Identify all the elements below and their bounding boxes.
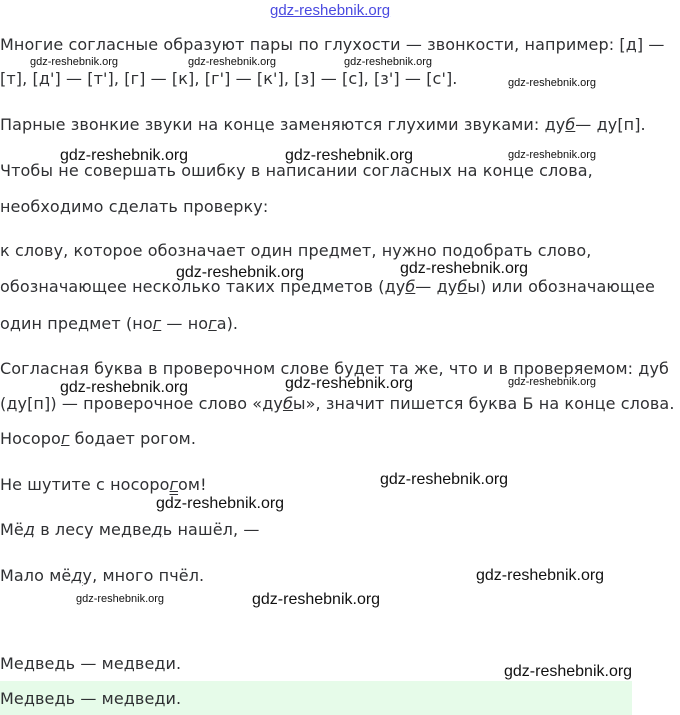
watermark: gdz-reshebnik.org: [508, 77, 597, 89]
watermark: gdz-reshebnik.org: [344, 56, 433, 68]
watermark: gdz-reshebnik.org: [76, 593, 165, 605]
underlined-letter: б: [405, 277, 416, 296]
method-text: — ду: [415, 277, 458, 296]
example-text: ом!: [178, 475, 207, 494]
watermark: gdz-reshebnik.org: [400, 260, 529, 277]
example-rhino-1: [0, 428, 196, 450]
underlined-letter: б: [457, 277, 468, 296]
watermark: gdz-reshebnik.org: [176, 264, 305, 281]
watermark: gdz-reshebnik.org: [252, 591, 381, 608]
method-line-2: [0, 276, 655, 298]
devoicing-text: Парные звонкие звуки на конце заменяются глухими звуками: ду: [0, 115, 566, 134]
example-text: Носоро: [0, 429, 61, 448]
underlined-letter: б: [282, 394, 293, 413]
devoicing-rule: [0, 114, 646, 136]
example-text: Не шутите с носоро: [0, 475, 170, 494]
watermark: gdz-reshebnik.org: [508, 376, 597, 388]
watermark: gdz-reshebnik.org: [285, 375, 414, 392]
method-line-3: [0, 313, 238, 335]
example-bear-1: [0, 519, 259, 541]
example-text: в лесу медве: [35, 520, 152, 539]
conclusion-line-1: Согласная буква в проверочном слове будет та же, что и в проверяемом: дуб: [0, 359, 670, 378]
watermark: gdz-reshebnik.org: [188, 56, 277, 68]
underlined-letter: б: [565, 115, 576, 134]
method-text: — но: [161, 314, 209, 333]
underlined-letter: г: [60, 429, 70, 448]
watermark: gdz-reshebnik.org: [30, 56, 119, 68]
method-text: один предмет (но: [0, 314, 153, 333]
double-underlined-letter: д: [71, 566, 83, 585]
watermark: gdz-reshebnik.org: [285, 147, 414, 164]
watermark: gdz-reshebnik.org: [476, 567, 605, 584]
method-text: а).: [216, 314, 239, 333]
answer-line-highlighted: Медведь — медведи.: [0, 689, 182, 708]
check-rule-line-2: необходимо сделать проверку:: [0, 197, 269, 216]
conclusion-text: (ду[п]) — проверочное слово «ду: [0, 394, 283, 413]
example-text: Мё: [0, 520, 24, 539]
example-text: бодает рогом.: [69, 429, 197, 448]
double-underlined-letter: г: [169, 475, 179, 494]
watermark: gdz-reshebnik.org: [380, 471, 509, 488]
example-text: ь нашёл, —: [162, 520, 260, 539]
watermark-top[interactable]: gdz-reshebnik.org: [270, 2, 391, 19]
pairs-intro-line-1: Многие согласные образуют пары по глухости — звонкости, например: [д] —: [0, 35, 665, 54]
example-bear-2: [0, 565, 204, 587]
watermark: gdz-reshebnik.org: [60, 379, 189, 396]
underlined-letter: г: [152, 314, 162, 333]
check-rule-line-1: Чтобы не совершать ошибку в написании согласных на конце слова,: [0, 161, 593, 180]
underlined-letter: д: [151, 520, 163, 539]
method-text: ы) или обозначающее: [467, 277, 655, 296]
answer-line: Медведь — медведи.: [0, 654, 182, 673]
watermark: gdz-reshebnik.org: [156, 495, 285, 512]
method-text: обозначающее несколько таких предметов (ду: [0, 277, 406, 296]
example-text: Мало мё: [0, 566, 72, 585]
watermark: gdz-reshebnik.org: [508, 149, 597, 161]
underlined-letter: г: [208, 314, 217, 333]
watermark: gdz-reshebnik.org: [504, 663, 633, 680]
devoicing-tail: — ду[п].: [575, 115, 646, 134]
conclusion-text: ы», значит пишется буква Б на конце слова.: [292, 394, 675, 413]
example-text: у, много пчёл.: [82, 566, 205, 585]
method-line-1: к слову, которое обозначает один предмет, нужно подобрать слово,: [0, 241, 592, 260]
example-rhino-2: [0, 474, 207, 496]
watermark: gdz-reshebnik.org: [60, 147, 189, 164]
underlined-letter: д: [23, 520, 36, 539]
pairs-intro-line-2: [т], [д'] — [т'], [г] — [к], [г'] — [к'], [з] — [с], [з'] — [с'].: [0, 69, 458, 88]
